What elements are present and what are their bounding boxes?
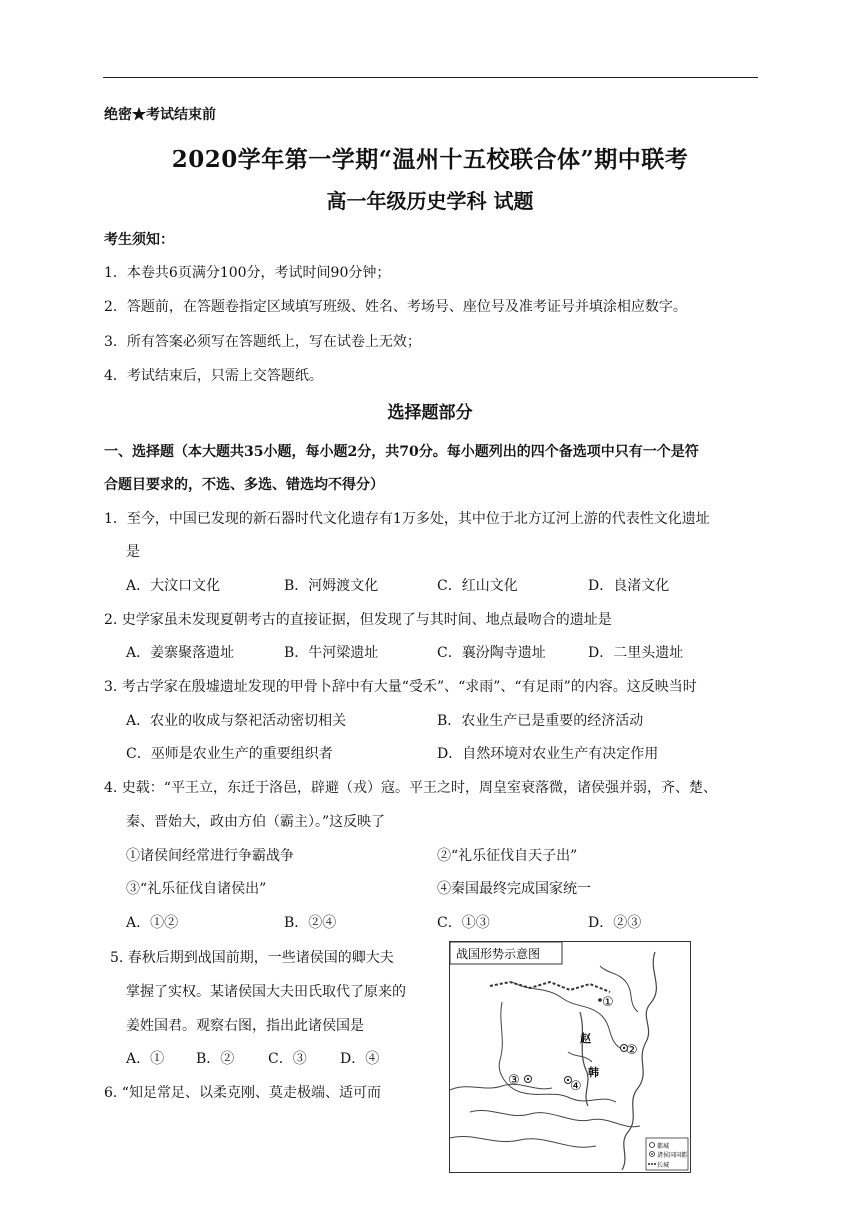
- exam-title: 2020学年第一学期“温州十五校联合体”期中联考: [171, 146, 689, 173]
- question-4-option-b: B．②④: [284, 915, 337, 931]
- notice-item: 4．考试结束后，只需上交答题纸。: [104, 368, 323, 384]
- question-1-option-a: A．大汶口文化: [126, 578, 221, 594]
- map-label-1: ①: [602, 995, 614, 1010]
- map-title: 战国形势示意图: [456, 947, 541, 961]
- question-4-statement-4: ④秦国最终完成国家统一: [437, 881, 591, 897]
- question-3-option-c: C．巫师是农业生产的重要组织者: [126, 746, 333, 762]
- question-1-option-d: D．良渚文化: [588, 578, 670, 594]
- notice-heading: 考生须知：: [104, 232, 174, 248]
- section-instruction-cont: 合题目要求的，不选、多选、错选均不得分）: [104, 477, 384, 493]
- notice-item: 2．答题前，在答题卷指定区域填写班级、姓名、考场号、座位号及准考证号并填涂相应数字。: [104, 299, 687, 315]
- question-1-text: 1．至今，中国已发现的新石器时代文化遗存有1万多处，其中位于北方辽河上游的代表性文化遗址: [104, 511, 710, 527]
- question-2-option-b: B．牛河梁遗址: [284, 645, 379, 661]
- question-5-option-c: C．③: [268, 1051, 307, 1067]
- question-1-text-cont: 是: [126, 544, 140, 560]
- question-4-text-cont: 秦、晋始大，政由方伯（霸主）。”这反映了: [126, 814, 386, 830]
- river: [450, 1136, 596, 1147]
- capital-marker-dot: [567, 1079, 569, 1081]
- question-3-option-b: B．农业生产已是重要的经济活动: [437, 713, 644, 729]
- question-4-statement-3: ③“礼乐征伐自诸侯出”: [126, 881, 267, 897]
- great-wall: [490, 982, 610, 992]
- capital-marker-dot: [623, 1047, 625, 1049]
- question-5-text: 5. 春秋后期到战国前期，一些诸侯国的卿大夫: [110, 950, 394, 966]
- legend-item: 都城: [657, 1143, 670, 1150]
- river: [470, 1110, 640, 1126]
- question-1-option-c: C．红山文化: [437, 578, 518, 594]
- question-5-text-cont2: 姜姓国君。观察右图，指出此诸侯国是: [126, 1018, 364, 1034]
- question-4-statement-1: ①诸侯间经常进行争霸战争: [126, 848, 294, 864]
- map-drawing: [450, 942, 690, 1172]
- question-3-option-a: A．农业的收成与祭祀活动密切相关: [126, 713, 347, 729]
- warring-states-map: [449, 941, 691, 1173]
- map-region-zhao: 赵: [580, 1032, 591, 1045]
- confidential-label: 绝密★考试结束前: [104, 107, 216, 123]
- question-4-option-a: A．①②: [126, 915, 179, 931]
- map-label-2: ②: [626, 1043, 638, 1058]
- legend-item: 诸侯国国都: [657, 1152, 688, 1159]
- border-line: [568, 1052, 592, 1062]
- map-label-3: ③: [508, 1073, 520, 1088]
- notice-item: 3．所有答案必须写在答题纸上，写在试卷上无效；: [104, 334, 421, 350]
- question-2-option-d: D．二里头遗址: [588, 645, 684, 661]
- question-2-text: 2. 史学家虽未发现夏朝考古的直接证据，但发现了与其时间、地点最吻合的遗址是: [104, 612, 612, 628]
- question-1-option-b: B．河姆渡文化: [284, 578, 379, 594]
- question-4-option-c: C．①③: [437, 915, 490, 931]
- legend-item: 长城: [657, 1162, 670, 1169]
- top-rule: [103, 77, 758, 78]
- capital-marker-dot: [598, 998, 602, 1002]
- question-3-option-d: D．自然环境对农业生产有决定作用: [437, 746, 659, 762]
- notice-item: 1．本卷共6页满分100分，考试时间90分钟；: [104, 265, 391, 281]
- section-instruction: 一、选择题（本大题共35小题，每小题2分，共70分。每小题列出的四个备选项中只有一个是符: [104, 444, 699, 460]
- question-5-text-cont: 掌握了实权。某诸侯国大夫田氏取代了原来的: [126, 984, 406, 1000]
- question-2-option-c: C．襄汾陶寺遗址: [437, 645, 546, 661]
- map-region-han: 韩: [588, 1066, 599, 1079]
- question-6-text: 6. “知足常足、以柔克刚、莫走极端、适可而: [104, 1085, 381, 1101]
- question-5-option-a: A．①: [126, 1051, 165, 1067]
- question-5-option-b: B．②: [196, 1051, 235, 1067]
- map-label-4: ④: [570, 1079, 582, 1094]
- section-title: 选择题部分: [387, 403, 473, 423]
- question-5-option-d: D．④: [340, 1051, 380, 1067]
- border-line: [512, 982, 620, 1048]
- question-4-statement-2: ②“礼乐征伐自天子出”: [437, 848, 578, 864]
- question-2-option-a: A．姜寨聚落遗址: [126, 645, 235, 661]
- exam-subtitle: 高一年级历史学科 试题: [326, 189, 534, 213]
- border-line: [450, 1084, 552, 1090]
- capital-marker-dot: [527, 1078, 529, 1080]
- coastline: [622, 952, 656, 1170]
- legend-state-capital-dot: [651, 1153, 653, 1155]
- question-4-text: 4. 史载：“平王立，东迁于洛邑，辟避（戎）寇。平王之时，周皇室衰落微，诸侯强并弱，齐、楚、: [104, 780, 717, 796]
- question-4-option-d: D．②③: [588, 915, 642, 931]
- question-3-text: 3. 考古学家在殷墟遗址发现的甲骨卜辞中有大量“受禾”、“求雨”、“有足雨”的内容。这反映当时: [104, 679, 697, 695]
